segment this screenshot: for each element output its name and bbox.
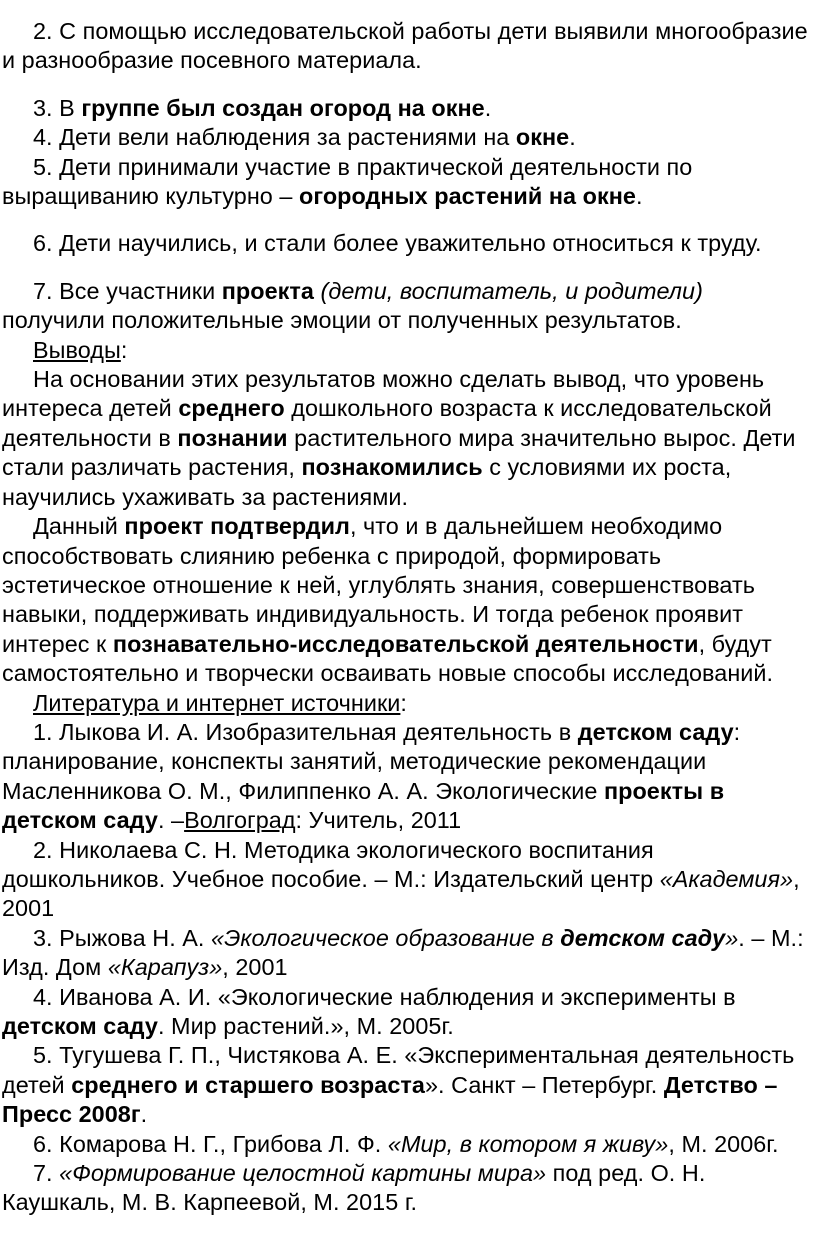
italic-text-run: (дети, воспитатель, и родители) [320,277,703,304]
bold-text-run: среднего [178,395,285,422]
bold-text-run: проект подтвердил [124,513,350,540]
text-run: дошкольного возраста к исследовательской деятельности в [2,395,772,451]
italic-text-run: «Мир, в котором я живу» [387,1130,669,1157]
bold-text-run: познании [177,424,288,451]
text-run: На основании этих результатов можно сделать вывод, что уровень интереса детей [2,366,765,422]
literature-item-7 [0,1159,816,1218]
document-page [0,17,816,1218]
bold-text-run: среднего и старшего возраста [71,1071,425,1098]
text-run: , будут самостоятельно и творчески осваивать новые способы исследований. [2,630,774,687]
literature-item-4 [0,983,816,1042]
underlined-heading-text: Выводы [33,336,121,363]
italic-text-run: «Карапуз» [107,954,223,981]
bold-text-run: проекта [221,277,314,304]
paragraph-result-7 [0,277,816,336]
text-run: ». Санкт – Петербург. [424,1071,664,1098]
paragraph-result-2 [0,17,816,76]
italic-text-run: «Академия» [659,865,794,892]
conclusions-heading [0,336,816,365]
literature-item-3 [0,924,816,983]
bold-text-run: познакомились [301,454,483,481]
text-run: 2. Николаева С. Н. Методика экологического воспитания дошкольников. Учебное пособие. – М.: Издательский центр [2,836,660,892]
italic-text-run: «Экологическое образование в [211,924,561,951]
text-run: 4. Дети вели наблюдения за растениями на [33,124,516,151]
bold-text-run: Детство – Пресс 2008г [2,1071,778,1128]
text-run: . [635,183,643,210]
text-run: , 2001 [2,865,800,922]
bold-text-run: огородных растений на окне [299,183,636,210]
text-run: . [569,124,576,151]
literature-heading [0,689,816,718]
bold-italic-text-run: детском саду [560,924,726,951]
text-run: 6. Дети научились, и стали более уважительно относиться к труду. [33,230,762,257]
literature-item-5 [0,1041,816,1129]
text-run: получили положительные эмоции от полученных результатов. [2,307,682,334]
text-run: растительного мира значительно вырос. Дети стали различать растения, [2,424,796,481]
text-run: . – М.: Изд. Дом [2,924,804,981]
bold-text-run: окне [515,124,570,151]
bold-text-run: детском саду [2,1013,158,1039]
text-run: . [140,1101,148,1128]
text-run: под ред. О. Н. Каушкаль, М. В. Карпеевой, М. 2015 г. [2,1160,706,1216]
bold-text-run: проекты в детском саду [2,777,725,834]
text-run: : [120,336,128,363]
text-run: . Мир растений.», М. 2005г. [157,1013,454,1039]
paragraph-conclusion-1 [0,365,816,512]
text-run: с условиями их роста, научились ухаживать за растениями. [2,454,732,510]
text-run: 5. Дети принимали участие в практической деятельности по выращиванию культурно – [2,153,693,210]
text-run: : [400,689,407,716]
text-run: , 2001 [222,954,288,981]
text-run: 3. Рыжова Н. А. [33,924,212,951]
text-run: , что и в дальнейшем необходимо способствовать слиянию ребенка с природой, формировать эстетическое отношение к ней, углублять знания, совершенствовать навыки, поддерживать индивидуальность. И тогда ребенок проявит интерес к [2,513,755,657]
bold-text-run: познавательно-исследовательской деятельности [112,630,699,657]
text-run: 1. Лыкова И. А. Изобразительная деятельность в [33,718,578,745]
paragraph-gap [0,211,816,229]
bold-text-run: группе был создан огород на окне [81,94,485,121]
text-run: : Учитель, 2011 [295,807,462,834]
literature-item-1 [0,718,816,836]
paragraph-conclusion-2 [0,512,816,688]
text-run: . – [157,807,185,834]
text-run: 7. [33,1160,60,1187]
paragraph-result-3 [0,94,816,123]
text-run: , М. 2006г. [668,1130,779,1157]
literature-item-2 [0,836,816,924]
text-run: 6. Комарова Н. Г., Грибова Л. Ф. [33,1130,388,1157]
literature-item-6 [0,1130,816,1159]
paragraph-result-4 [0,123,816,152]
text-run: 7. Все участники [33,277,222,304]
text-run: Данный [33,513,125,540]
text-run: : планирование, конспекты занятий, методические рекомендации Масленникова О. М., Филиппенко А. А. Экологические [2,718,741,804]
underlined-heading-text: Литература и интернет источники [33,689,401,716]
city-link-volgograd[interactable]: Волгоград [184,807,296,834]
text-run: . [484,94,492,121]
text-run: 3. В [33,94,82,121]
text-run: 5. Тугушева Г. П., Чистякова А. Е. «Экспериментальная деятельность детей [2,1042,795,1098]
italic-text-run: » [725,924,739,951]
paragraph-result-6 [0,229,816,258]
paragraph-gap [0,259,816,277]
paragraph-gap [0,76,816,94]
bold-text-run: детском саду [577,718,734,745]
text-run: 4. Иванова А. И. «Экологические наблюдения и эксперименты в [33,983,736,1010]
italic-text-run: «Формирование целостной картины мира» [59,1160,547,1187]
paragraph-result-5 [0,153,816,212]
text-run: 2. С помощью исследовательской работы дети выявили многообразие и разнообразие посевного материала. [2,18,808,74]
